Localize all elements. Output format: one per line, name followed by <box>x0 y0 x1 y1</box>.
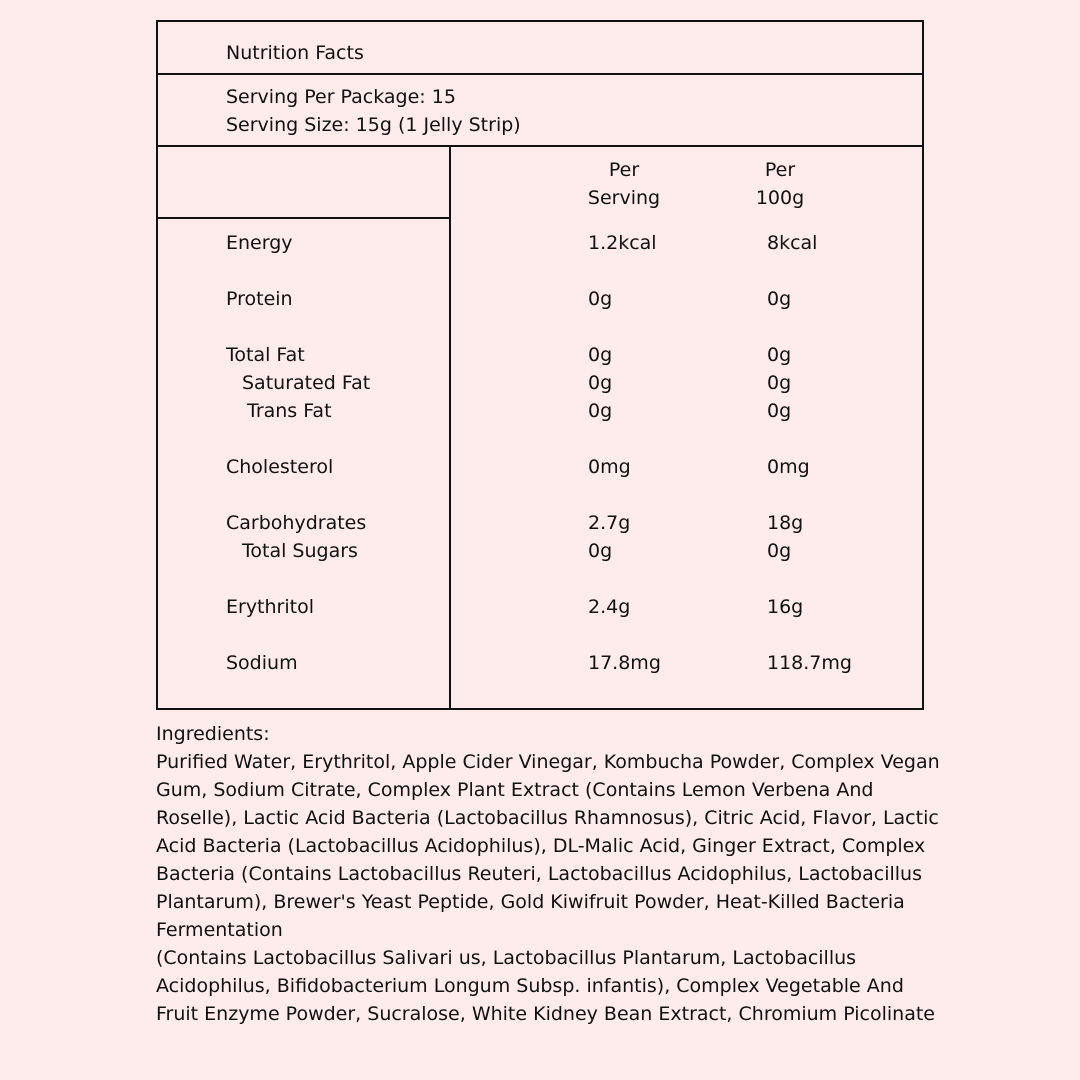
ingredients-line: Purified Water, Erythritol, Apple Cider Vinegar, Kombucha Powder, Complex Vegan <box>156 751 940 773</box>
ingredients-line: Acidophilus, Bifidobacterium Longum Subsp. infantis), Complex Vegetable And <box>156 975 904 997</box>
ingredients-line: Roselle), Lactic Acid Bacteria (Lactobacillus Rhamnosus), Citric Acid, Flavor, Lactic <box>156 807 939 829</box>
ingredients-heading: Ingredients: <box>156 723 270 745</box>
nutrient-per-serving-protein: 0g <box>588 288 613 310</box>
nutrient-per-serving-total-sugars: 0g <box>588 540 613 562</box>
nutrient-per-100g-total-fat: 0g <box>767 344 792 366</box>
nutrient-name-carbohydrates: Carbohydrates <box>226 512 367 534</box>
header-divider-left <box>156 217 451 219</box>
nutrient-name-cholesterol: Cholesterol <box>226 456 334 478</box>
ingredients-section <box>156 720 940 1028</box>
nutrient-per-100g-total-sugars: 0g <box>767 540 792 562</box>
nutrient-per-100g-cholesterol: 0mg <box>767 456 810 478</box>
nutrient-per-100g-protein: 0g <box>767 288 792 310</box>
nutrient-per-serving-trans-fat: 0g <box>588 400 613 422</box>
ingredients-line: Fermentation <box>156 919 283 941</box>
ingredients-line: Plantarum), Brewer's Yeast Peptide, Gold Kiwifruit Powder, Heat-Killed Bacteria <box>156 891 905 913</box>
ingredients-line: Acid Bacteria (Lactobacillus Acidophilus), DL-Malic Acid, Ginger Extract, Complex <box>156 835 926 857</box>
nutrient-per-serving-saturated-fat: 0g <box>588 372 613 394</box>
ingredients-line: (Contains Lactobacillus Salivari us, Lactobacillus Plantarum, Lactobacillus <box>156 947 857 969</box>
nutrient-name-erythritol: Erythritol <box>226 596 314 618</box>
nutrient-per-serving-energy: 1.2kcal <box>588 232 657 254</box>
per-serving-header-line2: Serving <box>587 187 661 209</box>
per-serving-header-line1: Per <box>608 159 640 181</box>
nutrient-per-100g-sodium: 118.7mg <box>767 652 852 674</box>
nutrient-per-serving-cholesterol: 0mg <box>588 456 631 478</box>
per-100g-header-line2: 100g <box>755 187 805 209</box>
title-divider <box>156 73 924 75</box>
serving-divider <box>156 145 924 147</box>
nutrient-per-serving-carbohydrates: 2.7g <box>588 512 631 534</box>
nutrient-name-total-fat: Total Fat <box>226 344 305 366</box>
column-divider <box>449 145 451 710</box>
nutrient-name-saturated-fat: Saturated Fat <box>242 372 371 394</box>
nutrient-per-100g-erythritol: 16g <box>767 596 804 618</box>
nutrient-per-100g-saturated-fat: 0g <box>767 372 792 394</box>
nutrient-per-serving-sodium: 17.8mg <box>588 652 661 674</box>
label-title: Nutrition Facts <box>226 42 364 64</box>
nutrient-per-100g-energy: 8kcal <box>767 232 818 254</box>
nutrient-per-100g-carbohydrates: 18g <box>767 512 804 534</box>
nutrient-name-sodium: Sodium <box>226 652 298 674</box>
nutrient-name-total-sugars: Total Sugars <box>242 540 358 562</box>
nutrient-per-serving-total-fat: 0g <box>588 344 613 366</box>
per-100g-header-line1: Per <box>764 159 796 181</box>
nutrient-name-protein: Protein <box>226 288 293 310</box>
nutrient-per-100g-trans-fat: 0g <box>767 400 792 422</box>
ingredients-line: Gum, Sodium Citrate, Complex Plant Extract (Contains Lemon Verbena And <box>156 779 874 801</box>
servings-per-package: Serving Per Package: 15 <box>226 86 456 108</box>
nutrient-per-serving-erythritol: 2.4g <box>588 596 631 618</box>
nutrient-name-trans-fat: Trans Fat <box>247 400 332 422</box>
ingredients-line: Fruit Enzyme Powder, Sucralose, White Kidney Bean Extract, Chromium Picolinate <box>156 1003 935 1025</box>
nutrient-name-energy: Energy <box>226 232 293 254</box>
ingredients-line: Bacteria (Contains Lactobacillus Reuteri, Lactobacillus Acidophilus, Lactobacillus <box>156 863 922 885</box>
serving-size: Serving Size: 15g (1 Jelly Strip) <box>226 114 521 136</box>
